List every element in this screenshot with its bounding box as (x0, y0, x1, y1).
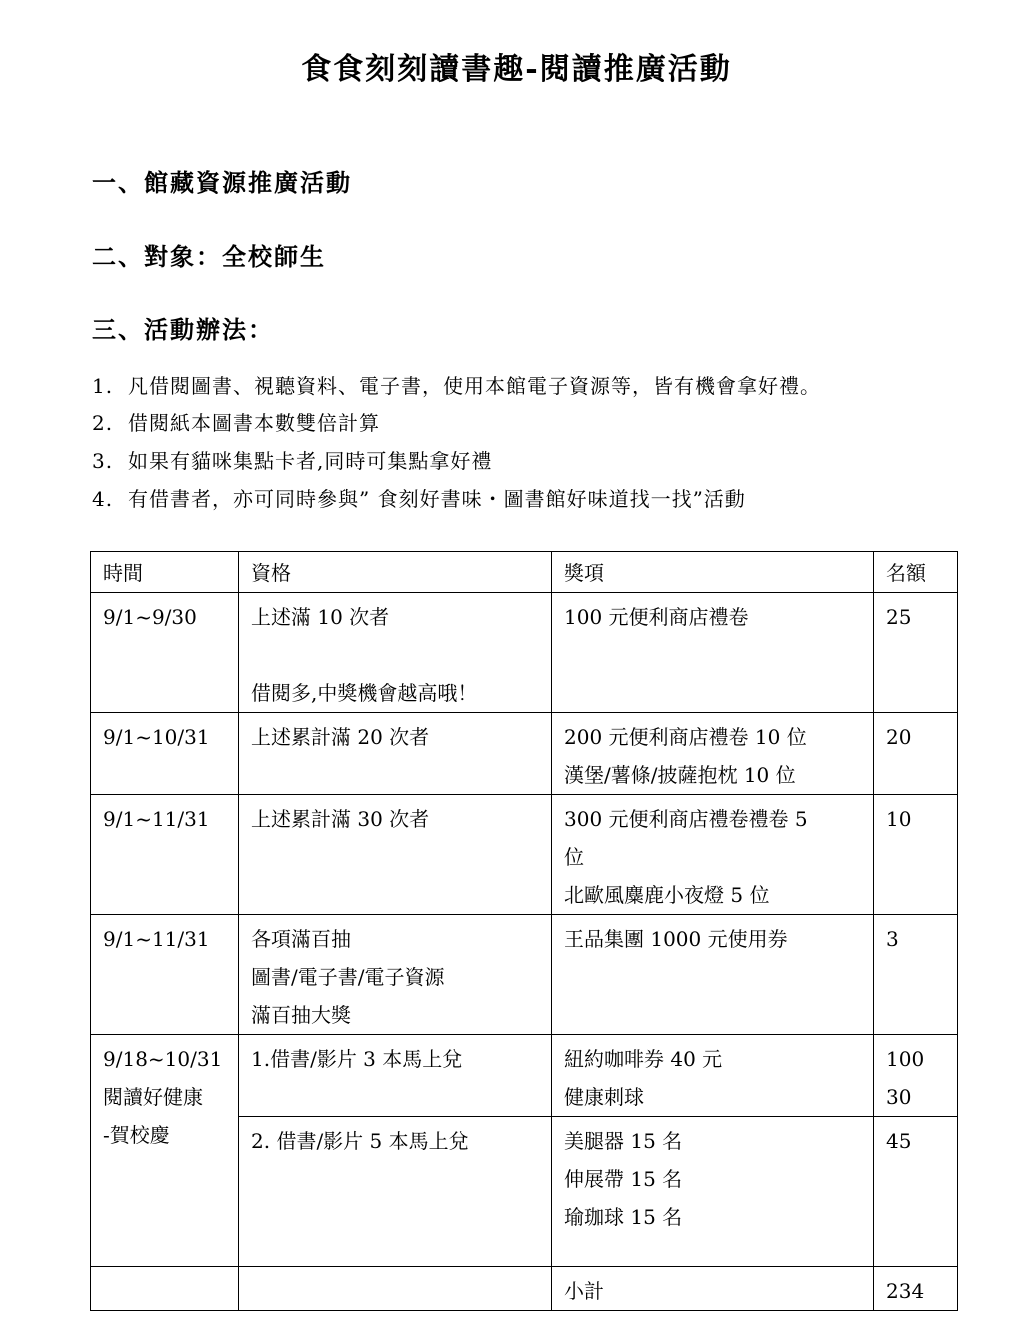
cell-quota (874, 593, 958, 713)
rule-number: 3. (92, 449, 114, 473)
cell-line: 20 (886, 725, 912, 749)
cell-prize (552, 1117, 874, 1267)
cell-empty (91, 1267, 239, 1311)
cell-prize (552, 593, 874, 713)
table-row (91, 915, 958, 1035)
cell-line: 紐約咖啡券 40 元 (564, 1047, 723, 1071)
cell-time (91, 795, 239, 915)
rule-number: 4. (92, 487, 114, 511)
cell-line: 9/1~9/30 (103, 605, 197, 629)
cell-line: 100 (886, 1047, 925, 1071)
cell-line: 3 (886, 927, 899, 951)
cell-line: 上述滿 10 次者 (251, 605, 390, 629)
rule-item-3 (92, 445, 492, 474)
cell-quota (874, 795, 958, 915)
cell-qualification (239, 795, 552, 915)
cell-line: 位 (564, 845, 584, 869)
cell-quota (874, 713, 958, 795)
cell-line: 30 (886, 1085, 912, 1109)
prize-table (90, 551, 958, 1311)
cell-line: 滿百抽大獎 (251, 1003, 351, 1027)
cell-line: 伸展帶 15 名 (564, 1167, 683, 1191)
cell-line: 借閱多,中獎機會越高哦！ (251, 681, 478, 705)
cell-qualification (239, 915, 552, 1035)
cell-line: 45 (886, 1129, 912, 1153)
cell-line: 閱讀好健康 (103, 1085, 203, 1109)
cell-qualification (239, 1117, 552, 1267)
cell-line: 健康刺球 (564, 1085, 644, 1109)
cell-line: 上述累計滿 30 次者 (251, 807, 430, 831)
cell-prize (552, 713, 874, 795)
table-header-row (91, 552, 958, 593)
header-qualification: 資格 (239, 552, 552, 593)
rule-text: 凡借閱圖書、視聽資料、電子書，使用本館電子資源等，皆有機會拿好禮。 (128, 374, 821, 398)
rule-number: 1. (92, 374, 114, 398)
cell-prize (552, 1035, 874, 1117)
cell-quota (874, 1035, 958, 1117)
cell-line: 圖書/電子書/電子資源 (251, 965, 445, 989)
cell-line (251, 636, 551, 674)
cell-line: 9/18~10/31 (103, 1047, 223, 1071)
cell-line: 美腿器 15 名 (564, 1129, 683, 1153)
cell-line: 300 元便利商店禮卷禮卷 5 (564, 807, 808, 831)
section-heading-activity: 一、館藏資源推廣活動 (92, 168, 352, 197)
cell-line: 1.借書/影片 3 本馬上兌 (251, 1047, 463, 1071)
table-row (91, 1035, 958, 1117)
cell-line: 9/1~10/31 (103, 725, 210, 749)
rule-item-1 (92, 370, 821, 399)
cell-prize (552, 915, 874, 1035)
section-heading-method: 三、活動辦法： (92, 315, 274, 344)
cell-line: 漢堡/薯條/披薩抱枕 10 位 (564, 763, 796, 787)
header-prize: 獎項 (552, 552, 874, 593)
cell-line: 10 (886, 807, 912, 831)
cell-qualification (239, 713, 552, 795)
cell-prize (552, 795, 874, 915)
cell-line: 上述累計滿 20 次者 (251, 725, 430, 749)
cell-time (91, 915, 239, 1035)
cell-line: 25 (886, 605, 912, 629)
cell-quota (874, 915, 958, 1035)
rule-text: 借閱紙本圖書本數雙倍計算 (128, 411, 380, 435)
cell-time (91, 593, 239, 713)
table-row (91, 593, 958, 713)
cell-line: -賀校慶 (103, 1123, 170, 1147)
cell-time (91, 1035, 239, 1267)
cell-line: 100 元便利商店禮卷 (564, 605, 749, 629)
cell-line: 200 元便利商店禮卷 10 位 (564, 725, 807, 749)
cell-line: 王品集團 1000 元使用券 (564, 927, 788, 951)
cell-line: 9/1~11/31 (103, 927, 210, 951)
cell-line: 9/1~11/31 (103, 807, 210, 831)
rule-text: 如果有貓咪集點卡者,同時可集點拿好禮 (128, 449, 493, 473)
rule-number: 2. (92, 411, 114, 435)
cell-line: 瑜珈球 15 名 (564, 1205, 683, 1229)
header-quota: 名額 (874, 552, 958, 593)
cell-line: 2. 借書/影片 5 本馬上兌 (251, 1129, 469, 1153)
cell-line: 北歐風麋鹿小夜燈 5 位 (564, 883, 770, 907)
cell-qualification (239, 1035, 552, 1117)
cell-qualification (239, 593, 552, 713)
cell-line: 各項滿百抽 (251, 927, 351, 951)
subtotal-label: 小計 (552, 1267, 874, 1311)
table-row (91, 713, 958, 795)
subtotal-row (91, 1267, 958, 1311)
section-heading-target: 二、對象：全校師生 (92, 242, 326, 271)
page-title: 食食刻刻讀書趣-閱讀推廣活動 (301, 52, 732, 87)
cell-empty (239, 1267, 552, 1311)
cell-quota (874, 1117, 958, 1267)
rule-text: 有借書者，亦可同時參與” 食刻好書味・圖書館好味道找一找”活動 (128, 487, 746, 511)
subtotal-value: 234 (874, 1267, 958, 1311)
cell-time (91, 713, 239, 795)
rule-item-2 (92, 407, 380, 436)
table-row (91, 795, 958, 915)
rule-item-4 (92, 483, 746, 512)
header-time: 時間 (91, 552, 239, 593)
